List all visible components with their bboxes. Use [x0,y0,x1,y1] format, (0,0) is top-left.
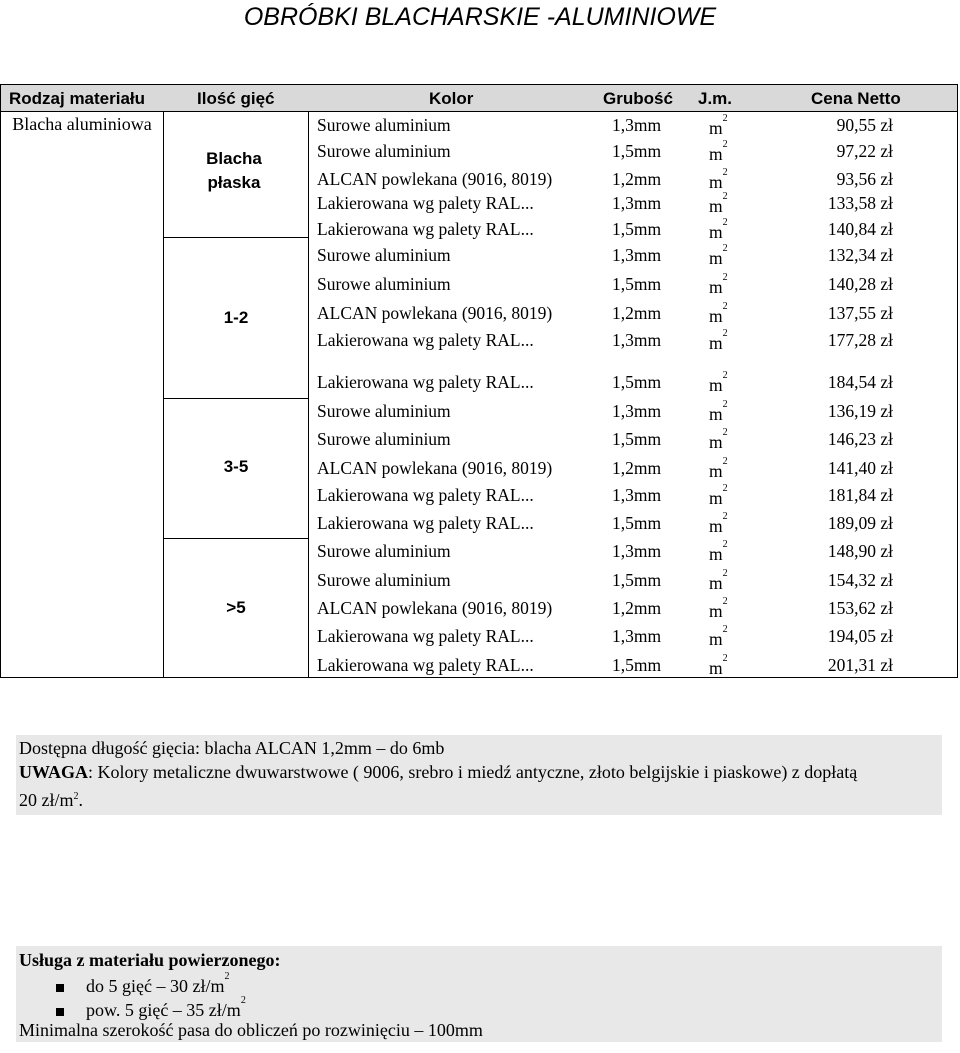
cell-price: 141,40 zł [827,458,893,478]
cell-color: ALCAN powlekana (9016, 8019) [317,169,553,189]
group-label-3-5: 3-5 [223,457,249,476]
cell-price: 146,23 zł [827,429,893,449]
cell-thickness: 1,2mm [612,598,662,618]
cell-price: 189,09 zł [827,513,893,533]
header-unit: J.m. [698,89,733,108]
cell-price: 153,62 zł [827,598,893,618]
cell-price: 177,28 zł [827,330,893,350]
cell-unit: $m^2$ [709,167,728,192]
group-label-1-2: 1-2 [223,308,249,327]
cell-unit: $m^2$ [709,483,728,508]
cell-color: Surowe aluminium [317,401,451,421]
table-row [1,538,959,564]
table-row [1,398,959,424]
cell-color: Lakierowana wg palety RAL... [317,626,534,646]
material-name: Blacha aluminiowa [12,114,152,134]
service-item: do 5 gięć – 30 $zł/m^2$ [56,971,229,998]
cell-unit: $m^2$ [709,568,728,593]
cell-thickness: 1,2mm [612,303,662,323]
table-row [1,595,959,621]
cell-thickness: 1,5mm [612,274,662,294]
cell-color: Lakierowana wg palety RAL... [317,655,534,675]
cell-price: 97,22 zł [836,141,893,161]
table-row [1,166,959,192]
cell-unit: $m^2$ [709,328,728,353]
table-row [1,327,959,353]
service-box [16,946,942,1042]
table-row [1,455,959,481]
cell-color: Lakierowana wg palety RAL... [317,330,534,350]
cell-thickness: 1,3mm [612,193,662,213]
cell-thickness: 1,2mm [612,458,662,478]
cell-thickness: 1,5mm [612,219,662,239]
cell-unit: $m^2$ [709,511,728,536]
cell-price: 90,55 zł [836,115,893,135]
service-item: pow. 5 gięć – 35 $zł/m^2$ [56,995,246,1022]
header-thickness: Grubość [603,89,673,108]
table-row [1,190,959,216]
cell-unit: $m^2$ [709,399,728,424]
cell-unit: $m^2$ [709,217,728,242]
cell-unit: $m^2$ [709,139,728,164]
cell-color: Lakierowana wg palety RAL... [317,513,534,533]
cell-price: 148,90 zł [827,541,893,561]
table-header [0,84,958,112]
cell-thickness: 1,5mm [612,570,662,590]
cell-color: Surowe aluminium [317,429,451,449]
table-row [1,216,959,242]
cell-color: Lakierowana wg palety RAL... [317,193,534,213]
note-length: Dostępna długość gięcia: blacha ALCAN 1,2mm – do 6mb [19,738,445,758]
table-row [1,112,959,138]
cell-color: Surowe aluminium [317,245,451,265]
cell-unit: $m^2$ [709,427,728,452]
cell-thickness: 1,3mm [612,401,662,421]
table-row [1,300,959,326]
cell-price: 194,05 zł [827,626,893,646]
header-color: Kolor [429,89,474,108]
cell-thickness: 1,3mm [612,115,662,135]
cell-price: 140,84 zł [827,219,893,239]
cell-thickness: 1,3mm [612,330,662,350]
cell-thickness: 1,3mm [612,541,662,561]
page-title: OBRÓBKI BLACHARSKIE -ALUMINIOWE [243,3,717,31]
cell-color: Lakierowana wg palety RAL... [317,219,534,239]
price-table [0,111,958,678]
cell-price: 93,56 zł [836,169,893,189]
table-row [1,271,959,297]
cell-color: ALCAN powlekana (9016, 8019) [317,598,553,618]
cell-price: 181,84 zł [827,485,893,505]
cell-thickness: 1,5mm [612,429,662,449]
note-box [16,735,942,815]
table-row [1,242,959,268]
cell-color: ALCAN powlekana (9016, 8019) [317,303,553,323]
cell-unit: $m^2$ [709,301,728,326]
cell-unit: $m^2$ [709,113,728,138]
table-row [1,652,959,678]
cell-color: Surowe aluminium [317,570,451,590]
cell-color: ALCAN powlekana (9016, 8019) [317,458,553,478]
table-row [1,138,959,164]
cell-price: 136,19 zł [827,401,893,421]
group-label-flat: Blacha płaska [206,149,262,192]
cell-thickness: 1,5mm [612,513,662,533]
bullet-icon [56,984,64,992]
header-price: Cena Netto [811,89,901,108]
service-heading: Usługa z materiału powierzonego: [19,950,281,970]
table-row [1,567,959,593]
cell-thickness: 1,3mm [612,626,662,646]
cell-unit: $m^2$ [709,272,728,297]
header-bends: Ilość gięć [197,89,275,108]
cell-price: 154,32 zł [827,570,893,590]
cell-color: Surowe aluminium [317,274,451,294]
cell-unit: $m^2$ [709,653,728,678]
cell-price: 140,28 zł [827,274,893,294]
group-label-over-5: >5 [226,598,246,617]
cell-unit: $m^2$ [709,539,728,564]
cell-price: 184,54 zł [827,372,893,392]
cell-thickness: 1,5mm [612,655,662,675]
table-row [1,369,959,395]
cell-price: 133,58 zł [827,193,893,213]
cell-thickness: 1,3mm [612,245,662,265]
service-footer: Minimalna szerokość pasa do obliczeń po rozwinięciu – 100mm [19,1020,483,1040]
cell-color: Surowe aluminium [317,115,451,135]
table-row [1,482,959,508]
cell-unit: $m^2$ [709,370,728,395]
table-row [1,623,959,649]
cell-unit: $m^2$ [709,191,728,216]
note-warning [19,761,857,784]
cell-color: Lakierowana wg palety RAL... [317,372,534,392]
cell-unit: $m^2$ [709,624,728,649]
note-surcharge: 20 $zł/m^2$. [19,790,83,810]
cell-price: 201,31 zł [827,655,893,675]
cell-price: 137,55 zł [827,303,893,323]
cell-thickness: 1,5mm [612,141,662,161]
cell-unit: $m^2$ [709,596,728,621]
bullet-icon [56,1008,64,1016]
cell-thickness: 1,2mm [612,169,662,189]
table-row [1,426,959,452]
cell-color: Surowe aluminium [317,541,451,561]
cell-price: 132,34 zł [827,245,893,265]
warning-label: UWAGA [19,762,89,782]
cell-unit: $m^2$ [709,456,728,481]
cell-unit: $m^2$ [709,243,728,268]
cell-color: Surowe aluminium [317,141,451,161]
warning-text: : Kolory metaliczne dwuwarstwowe ( 9006, srebro i miedź antyczne, złoto belgijskie i piaskowe) z dopłatą [88,762,858,782]
cell-thickness: 1,5mm [612,372,662,392]
cell-thickness: 1,3mm [612,485,662,505]
cell-color: Lakierowana wg palety RAL... [317,485,534,505]
header-material: Rodzaj materiału [9,89,146,108]
table-row [1,510,959,536]
